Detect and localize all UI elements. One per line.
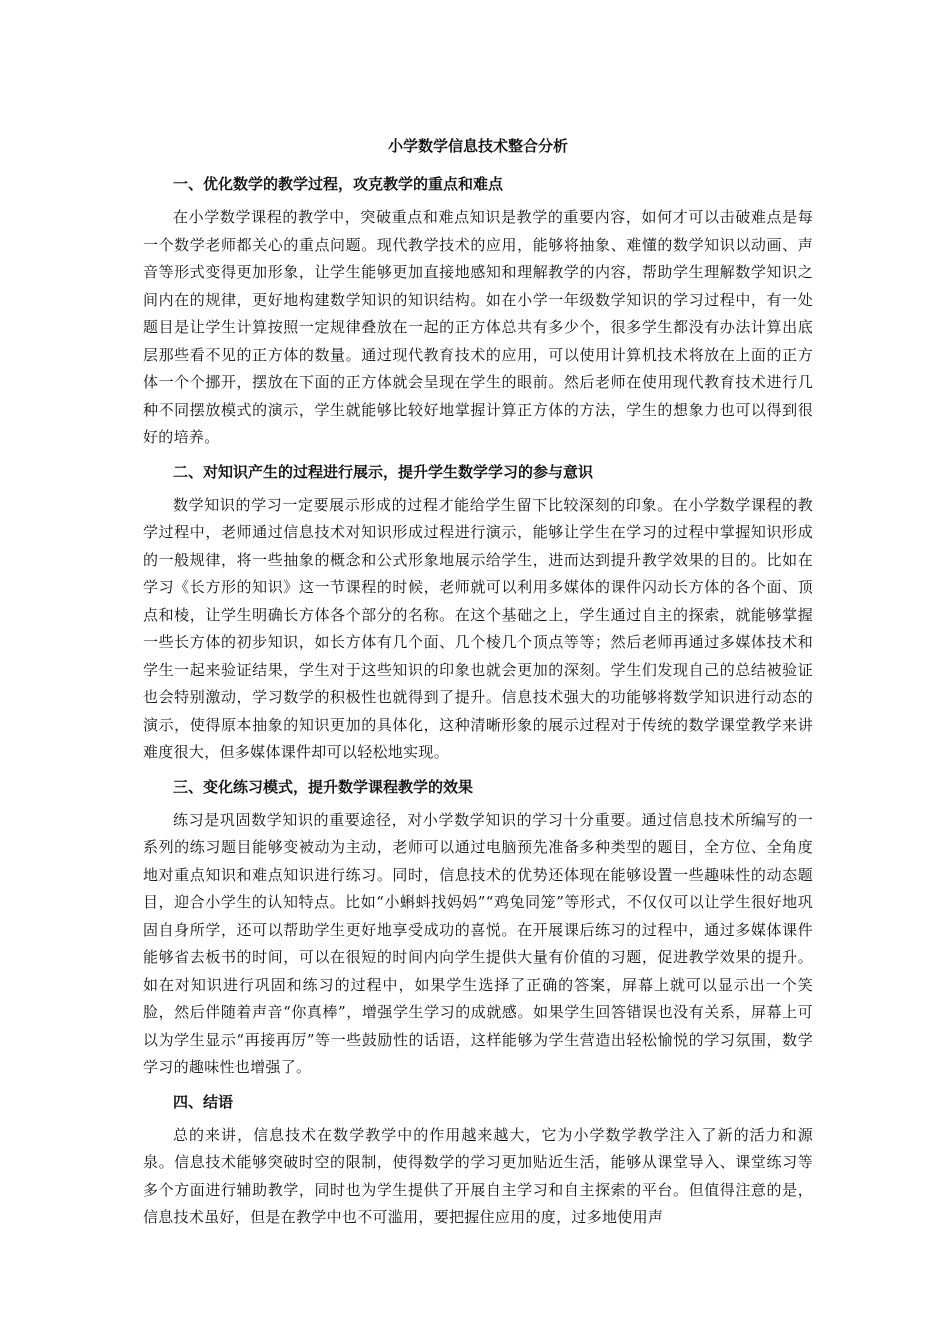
section-paragraph-4: 总的来讲，信息技术在数学教学中的作用越来越大，它为小学数学教学注入了新的活力和源泉。信息技术能够突破时空的限制，使得数学的学习更加贴近生活，能够从课堂导入、课堂练习等多个方面进行辅助教学，同时也为学生提供了开展自主学习和自主探索的平台。但值得注意的是，信息技术虽好，但是在教学中也不可滥用，要把握住应用的度，过多地使用声 (143, 1125, 813, 1226)
document-body (143, 134, 813, 1238)
document-title: 小学数学信息技术整合分析 (387, 137, 568, 155)
section-heading-3: 三、变化练习模式，提升数学课程教学的效果 (173, 777, 474, 796)
section-heading-4: 四、结语 (173, 1092, 234, 1111)
section-heading-2: 二、对知识产生的过程进行展示，提升学生数学学习的参与意识 (173, 462, 594, 481)
section-heading-1: 一、优化数学的教学过程，攻克教学的重点和难点 (173, 175, 504, 193)
section-paragraph-2: 数学知识的学习一定要展示形成的过程才能给学生留下比较深刻的印象。在小学数学课程的教学过程中，老师通过信息技术对知识形成过程进行演示，能够让学生在学习的过程中掌握知识形成的一般规律，将一些抽象的概念和公式形象地展示给学生，进而达到提升教学效果的目的。比如在学习《长方形的知识》这一节课程的时候，老师就可以利用多媒体的课件闪动长方体的各个面、顶点和棱，让学生明确长方体各个部分的名称。在这个基础之上，学生通过自主的探索，就能够掌握一些长方体的初步知识，如长方体有几个面、几个棱几个顶点等等；然后老师再通过多媒体技术和学生一起来验证结果，学生对于这些知识的印象也就会更加的深刻。学生们发现自己的总结被验证也会特别激动，学习数学的积极性也就得到了提升。信息技术强大的功能够将数学知识进行动态的演示，使得原本抽象的知识更加的具体化，这种清晰形象的展示过程对于传统的数学课堂教学来讲难度很大，但多媒体课件却可以轻松地实现。 (143, 495, 813, 761)
section-paragraph-1: 在小学数学课程的教学中，突破重点和难点知识是教学的重要内容，如何才可以击破难点是每一个数学老师都关心的重点问题。现代教学技术的应用，能够将抽象、难懂的数学知识以动画、声音等形式变得更加形象，让学生能够更加直接地感知和理解教学的内容，帮助学生理解数学知识之间内在的规律，更好地构建数学知识的知识结构。如在小学一年级数学知识的学习过程中，有一处题目是让学生计算按照一定规律叠放在一起的正方体总共有多少个，很多学生都没有办法计算出底层那些看不见的正方体的数量。通过现代教育技术的应用，可以使用计算机技术将放在上面的正方体一个个挪开，摆放在下面的正方体就会呈现在学生的眼前。然后老师在使用现代教育技术进行几种不同摆放模式的演示，学生就能够比较好地掌握计算正方体的方法，学生的想象力也可以得到很好的培养。 (143, 208, 813, 446)
section-paragraph-3: 练习是巩固数学知识的重要途径，对小学数学知识的学习十分重要。通过信息技术所编写的一系列的练习题目能够变被动为主动，老师可以通过电脑预先准备多种类型的题目，全方位、全角度地对重点知识和难点知识进行练习。同时，信息技术的优势还体现在能够设置一些趣味性的动态题目，迎合小学生的认知特点。比如“小蝌蚪找妈妈”“鸡兔同笼”等形式，不仅仅可以让学生很好地巩固自身所学，还可以帮助学生更好地享受成功的喜悦。在开展课后练习的过程中，通过多媒体课件能够省去板书的时间，可以在很短的时间内向学生提供大量有价值的习题，促进教学效果的提升。如在对知识进行巩固和练习的过程中，如果学生选择了正确的答案，屏幕上就可以显示出一个笑脸，然后伴随着声音“你真棒”，增强学生学习的成就感。如果学生回答错误也没有关系，屏幕上可以为学生显示“再接再厉”等一些鼓励性的话语，这样能够为学生营造出轻松愉悦的学习氛围，数学学习的趣味性也增强了。 (143, 810, 813, 1076)
